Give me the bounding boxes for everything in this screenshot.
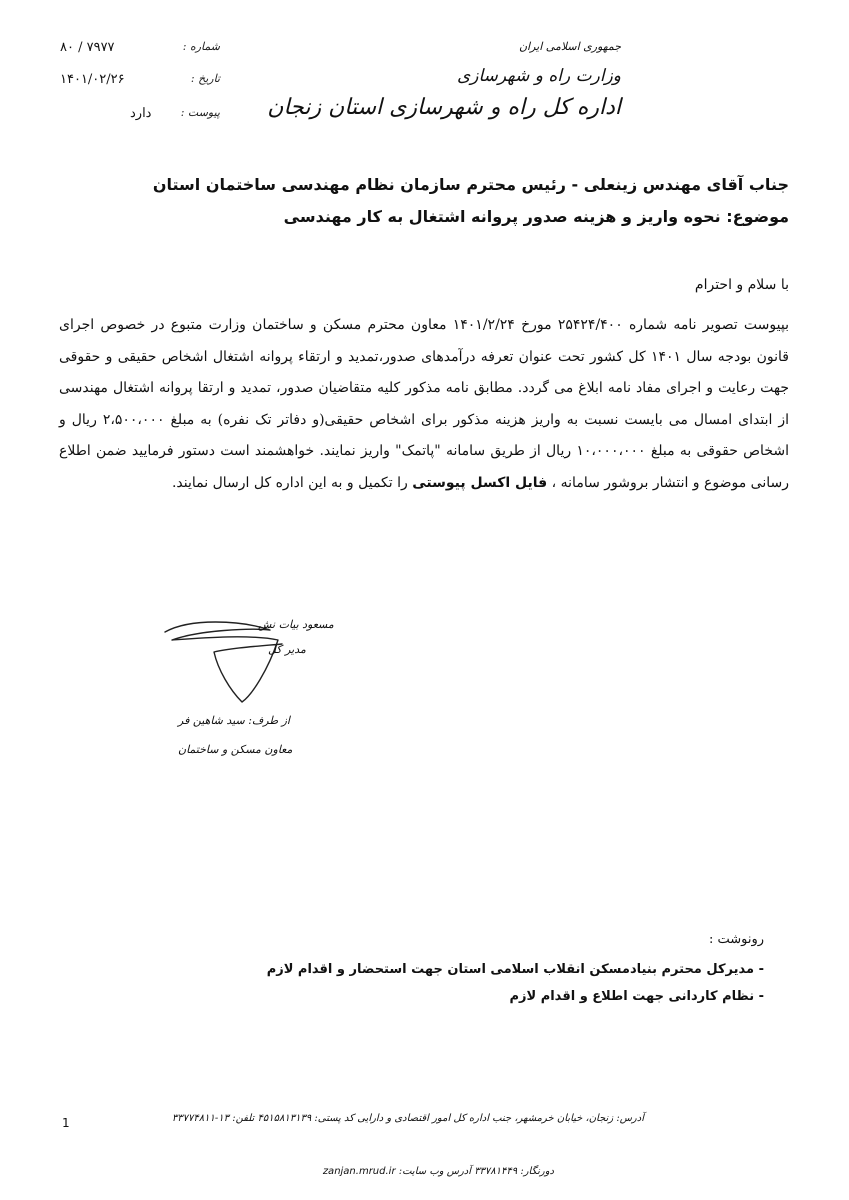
signatory-name: مسعود بیات نش xyxy=(258,618,334,631)
letter-date-row xyxy=(60,72,220,94)
header-department: اداره کل راه و شهرسازی استان زنجان xyxy=(267,95,621,120)
header-republic: جمهوری اسلامی ایران xyxy=(518,40,621,53)
letter-greeting: با سلام و احترام xyxy=(694,277,789,293)
letter-number-label: شماره : xyxy=(182,40,220,53)
footer-fax-label: دورنگار: ۳۳۷۸۱۴۴۹ آدرس وب سایت: xyxy=(395,1166,554,1177)
footer-website-link[interactable]: zanjan.mrud.ir xyxy=(322,1166,396,1177)
header-ministry: وزارت راه و شهرسازی xyxy=(456,66,621,86)
letter-number-row xyxy=(60,40,220,62)
letter-number-value: ۸۰ / ۷۹۷۷ xyxy=(60,40,115,55)
attachment-value: دارد xyxy=(130,106,152,121)
signer-position: معاون مسکن و ساختمان xyxy=(178,743,293,756)
cc-title: رونوشت : xyxy=(708,932,764,947)
letter-body-part1: بپیوست تصویر نامه شماره ۲۵۴۲۴/۴۰۰ مورخ ۱۴۰۱/۲/۲۴ معاون محترم مسکن و ساختمان وزارت متبوع در خصوص اجرای قانون بودجه سال ۱۴۰۱ کل کشور تحت عنوان تعرفه درآمدهای صدور،تمدید و ارتقاء پروانه اشتغال اشخاص حقیقی و حقوقی جهت رعایت و اجرای مفاد نامه ابلاغ می گردد. مطابق نامه مذکور کلیه متقاضیان صدور، تمدید و ارتقا پروانه اشتغال مهندسی از ابتدای امسال می بایست نسبت به واریز هزینه مذکور برای اشخاص حقیقی(و دفاتر تک نفره) به مبلغ ۲،۵۰۰،۰۰۰ ریال و اشخاص حقوقی به مبلغ ۱۰،۰۰۰،۰۰۰ ریال از طریق سامانه "پاتمک" واریز نمایند. خواهشمند است دستور فرمایید ضمن اطلاع رسانی موضوع و انتشار بروشور سامانه ، xyxy=(59,317,789,491)
letter-date-value: ۱۴۰۱/۰۲/۲۶ xyxy=(60,72,125,87)
cc-item: - نظام کاردانی جهت اطلاع و اقدام لازم xyxy=(509,989,764,1004)
footer-address: آدرس: زنجان، خیابان خرمشهر، جنب اداره کل امور اقتصادی و دارایی کد پستی: ۴۵۱۵۸۱۳۱۳۹ تلفن: ۱۳-۳۳۷۷۴۸۱۱ xyxy=(171,1113,644,1124)
attachment-label: پیوست : xyxy=(180,106,220,119)
attachment-row xyxy=(60,106,220,128)
page-number: 1 xyxy=(62,1116,70,1130)
letter-subject: موضوع: نحوه واریز و هزینه صدور پروانه اشتغال به کار مهندسی xyxy=(283,207,789,226)
signatory-title: مدیر کل xyxy=(268,643,306,656)
letter-date-label: تاریخ : xyxy=(190,72,220,85)
signed-on-behalf: از طرف: سید شاهین فر xyxy=(178,714,290,727)
letter-body-part2: را تکمیل و به این اداره کل ارسال نمایند. xyxy=(171,474,413,491)
footer-contact xyxy=(323,1166,554,1177)
letter-body-bold: فایل اکسل پیوستی xyxy=(412,474,548,491)
letter-addressee: جناب آقای مهندس زینعلی - رئیس محترم سازمان نظام مهندسی ساختمان استان xyxy=(152,175,789,194)
cc-item: - مدیرکل محترم بنیادمسکن انقلاب اسلامی استان جهت استحضار و اقدام لازم xyxy=(266,962,764,977)
letter-body xyxy=(59,310,789,499)
